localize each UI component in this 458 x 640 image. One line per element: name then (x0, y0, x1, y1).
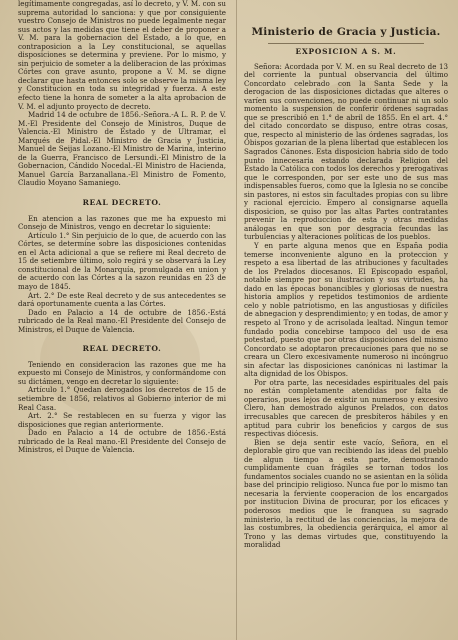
decree-heading: REAL DECRETO. (82, 198, 162, 208)
paragraph: Artículo 1.° Sin perjuicio de lo que, de acuerdo con las Córtes, se determine sobre las disposiciones contenidas en el Acta adicional a que se refiere mi Real decreto de 15 de setiembre último, solo regirá y se observará la Ley constitucional de la Monarquía, promulgada en union y de acuerdo con las Córtes a la sazon reunidas en 23 de mayo de 1845. (18, 230, 226, 291)
paragraph: Por otra parte, las necesidades espirituales del país no están completamente atendidas por falta de operarios, pues lejos de existir un numeroso y excesivo Clero, han demostrado algunos Prelados, con datos irrecusables que carecen de presbíteros hábiles y en aptitud para cubrir los beneficios y cargos de sus respectivas diócesis. (244, 377, 448, 439)
paragraph: Y en parte alguna menos que en España podia temerse inconveniente alguno en la proteccion y respeto a esa libertad de las atribuciones y facultades de los Prelados diocesanos. El Episcopado español, notable siempre por su ilustracion y sus virtudes, ha dado en las épocas bonancibles y gloriosas de nuestra historia amplios y repetidos testimonios de ardiente celo y noble patriotismo, en las angustiosas y difíciles de abnegacion y desprendimiento; y en todas, de amor y respeto al Trono y de acrisolada lealtad. Ningun temor fundado podia concebirse tampoco del uso de esa potestad, puesto que por otras disposiciones del mismo Concordato se adoptaron precauciones para que no se creara un Clero excesivamente numeroso ni incóngruo sin afectar las disposiciones canónicas ni lastimar la alta dignidad de los Obispos. (244, 241, 448, 379)
section-masthead: Ministerio de Gracia y Justicia. (251, 26, 441, 38)
section-subheading: EXPOSICION A S. M. (295, 47, 397, 56)
paragraph: Teniendo en consideracion las razones que me ha expuesto mi Consejo de Ministros, y conformándome con su dictámen, vengo en decretar lo siguiente: (18, 359, 226, 386)
left-column (18, 0, 226, 640)
paragraph: Art. 2.° Se restablecen en su fuerza y vigor las disposiciones que regian anteriormente. (18, 411, 226, 429)
paragraph: legítimamente congregadas, así lo decreto, y V. M. con su suprema autoridad lo sanciona: y que por consiguiente vuestro Consejo de Ministros no puede legalmente negar sus actos y las medidas que tiene el deber de proponer a V. M. para la gobernacion del Estado, a lo que, en contraposicion a la Ley constitucional, se aquellas disposiciones se determina y previene. Por lo mismo, y sin perjuicio de someter a la deliberacion de las próximas Córtes con grave asunto, propone a V. M. se digne declarar que hasta entonces solo se observe la misma ley y Constitucion en toda su integridad y fuerza. A este efecto tiene la honra de someter a la alta aprobacion de V. M. el adjunto proyecto de decreto. (18, 0, 226, 111)
paragraph: Dado en Palacio a 14 de octubre de 1856.-Está rubricado de la Real mano.-El Presidente del Consejo de Ministros, el Duque de Valencia. (18, 428, 226, 455)
paragraph: En atencion a las razones que me ha expuesto mi Consejo de Ministros, vengo en decretar lo siguiente: (18, 213, 226, 232)
paragraph: Art. 2.° De este Real decreto y de sus antecedentes se dará oportunamente cuenta a las Córtes. (18, 290, 226, 309)
paragraph: Señora: Acordada por V. M. en su Real decreto de 13 del corriente la puntual observancia del último Concordato celebrado con la Santa Sede y la derogacion de las disposiciones dictadas que alteres o varíen sus convenciones, no puede continuar ni un solo momento la suspension de conferir órdenes sagradas que se prescribió en 1.° de abril de 1855. En el art. 4.° del citado concordato se dispuso, entre otras cosas, que, respecto al ministerio de las órdenes sagradas, los Obispos gozarian de la plena libertad que establecen los Sagrados Cánones. Esta disposicion habria sido de todo punto innecesaria estando declarada Religion del Estado la Católica con todos los derechos y prerogativas que le corresponden, por ser este uno de sus mas indispensables fueros, como que la Iglesia no se concibe sin pastores, ni estos sin facultades propias con su libre y racional ejercicio. Empero al consignarse aquella disposicion, se quiso por las altas Partes contratantes prevenir la reproduccion de esta y otras medidas análogas en que son por desgracia fecundas las turbulencias y alteraciones políticas de los pueblos. (244, 61, 448, 242)
paragraph: Dado en Palacio a 14 de octubre de 1856.-Está rubricado de la Real mano.-El Presidente del Consejo de Ministros, el Duque de Valencia. (18, 307, 226, 334)
column-divider (236, 0, 237, 640)
paragraph: Artículo 1.° Quedan derogados los decretos de 15 de setiembre de 1856, relativos al Gobierno interior de mi Real Casa. (18, 385, 226, 412)
decree-heading: REAL DECRETO. (82, 344, 162, 354)
right-column (244, 0, 448, 640)
masthead-rule (268, 43, 424, 44)
paragraph-signatures: Madrid 14 de octubre de 1856.-Señora.-A L. R. P. de V. M.-El Presidente del Consejo de Ministros, Duque de Valencia.-El Ministro de Estado y de Ultramar, el Marqués de Pidal.-El Ministro de Gracia y Justicia, Manuel de Seijas Lozano.-El Ministro de Marina, interino de la Guerra, Francisco de Lersundi.-El Ministro de la Gobernacion, Cándido Nocedal.-El Ministro de Hacienda, Manuel García Barzanallana.-El Ministro de Fomento, Claudio Moyano Samaniego. (18, 110, 226, 188)
paragraph: Bien se deja sentir este vacío, Señora, en el deplorable giro que van recibiendo las ideas del pueblo de algun tiempo a esta parte, demostrando cumplidamente cuan frágiles se tornan todos los fundamentos sociales cuando no se asientan en la sólida base del principio religioso. Nunca fue por lo mismo tan necesaria la ferviente cooperacion de los encargados por institucion Divina de procurar, por los eficaces y poderosos medios que le franquea su sagrado ministerio, la rectitud de las conciencias, la mejora de las costumbres, la obediencia gerárquica, el amor al Trono y las demas virtudes que, constituyendo la moralidad (244, 437, 448, 550)
